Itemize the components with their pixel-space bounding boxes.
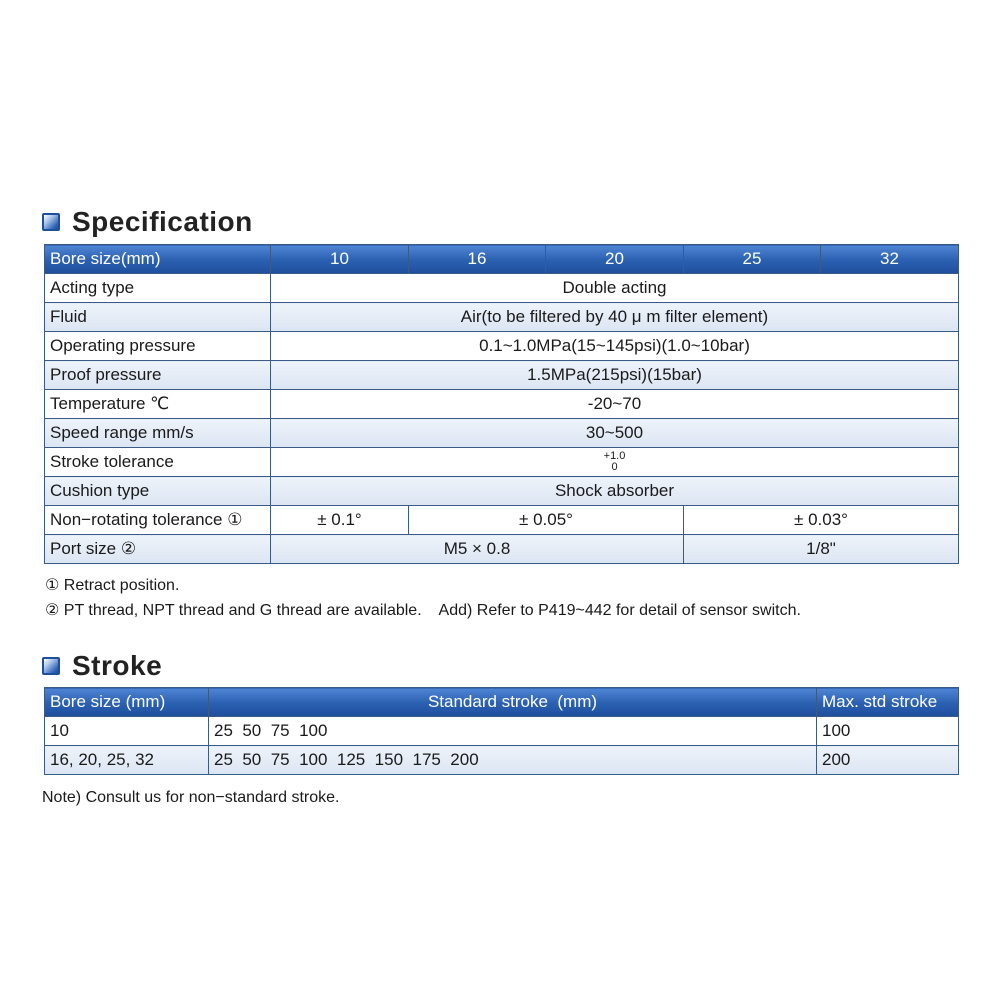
speed-range-row xyxy=(45,419,959,448)
speed-range-label: Speed range mm/s xyxy=(45,419,271,448)
port-size-value-large: 1/8" xyxy=(684,535,959,564)
stroke-tolerance-value xyxy=(271,448,959,477)
acting-type-label: Acting type xyxy=(45,274,271,303)
standard-stroke-header: Standard stroke (mm) xyxy=(209,688,817,717)
stroke-max-10: 100 xyxy=(817,717,959,746)
non-rotating-value-16-20: ± 0.05° xyxy=(409,506,684,535)
stroke-title: Stroke xyxy=(72,650,163,681)
proof-pressure-value: 1.5MPa(215psi)(15bar) xyxy=(271,361,959,390)
non-rotating-row xyxy=(45,506,959,535)
spec-header-row xyxy=(45,245,959,274)
stroke-table xyxy=(44,687,959,775)
bore-size-header: Bore size(mm) xyxy=(45,245,271,274)
port-size-row xyxy=(45,535,959,564)
speed-range-value: 30~500 xyxy=(271,419,959,448)
operating-pressure-label: Operating pressure xyxy=(45,332,271,361)
operating-pressure-row xyxy=(45,332,959,361)
stroke-note: Note) Consult us for non−standard stroke. xyxy=(42,789,340,806)
stroke-header-row xyxy=(45,688,959,717)
bore-25-header: 25 xyxy=(684,245,821,274)
acting-type-row xyxy=(45,274,959,303)
cushion-type-label: Cushion type xyxy=(45,477,271,506)
bore-16-header: 16 xyxy=(409,245,546,274)
port-size-value-small: M5 × 0.8 xyxy=(271,535,684,564)
spec-note-1: ① Retract position. xyxy=(45,577,180,594)
cushion-type-value: Shock absorber xyxy=(271,477,959,506)
proof-pressure-row xyxy=(45,361,959,390)
proof-pressure-label: Proof pressure xyxy=(45,361,271,390)
specification-table xyxy=(44,244,959,564)
port-size-label: Port size ② xyxy=(45,535,271,564)
cushion-type-row xyxy=(45,477,959,506)
stroke-bore-16-32: 16, 20, 25, 32 xyxy=(45,746,209,775)
specification-title: Specification xyxy=(72,206,253,237)
bore-10-header: 10 xyxy=(271,245,409,274)
temperature-label: Temperature ℃ xyxy=(45,390,271,419)
stroke-bore-header: Bore size (mm) xyxy=(45,688,209,717)
stroke-row-10 xyxy=(45,717,959,746)
square-bullet-icon xyxy=(42,657,60,675)
stroke-values-16-32: 25 50 75 100 125 150 175 200 xyxy=(209,746,817,775)
bore-32-header: 32 xyxy=(821,245,959,274)
stroke-heading xyxy=(42,650,162,682)
non-rotating-value-25-32: ± 0.03° xyxy=(684,506,959,535)
max-stroke-header: Max. std stroke xyxy=(817,688,959,717)
bore-20-header: 20 xyxy=(546,245,684,274)
non-rotating-label: Non−rotating tolerance ① xyxy=(45,506,271,535)
acting-type-value: Double acting xyxy=(271,274,959,303)
spec-note-2: ② PT thread, NPT thread and G thread are available. Add) Refer to P419~442 for detail of sensor switch. xyxy=(45,602,801,619)
stroke-bore-10: 10 xyxy=(45,717,209,746)
fluid-value: Air(to be filtered by 40 μ m filter element) xyxy=(271,303,959,332)
fluid-row xyxy=(45,303,959,332)
fluid-label: Fluid xyxy=(45,303,271,332)
tolerance-upper: +1.0 xyxy=(603,450,626,462)
temperature-row xyxy=(45,390,959,419)
stroke-row-16-32 xyxy=(45,746,959,775)
square-bullet-icon xyxy=(42,213,60,231)
tolerance-lower: 0 xyxy=(611,461,618,473)
specification-heading xyxy=(42,206,253,238)
non-rotating-value-10: ± 0.1° xyxy=(271,506,409,535)
stroke-tolerance-label: Stroke tolerance xyxy=(45,448,271,477)
operating-pressure-value: 0.1~1.0MPa(15~145psi)(1.0~10bar) xyxy=(271,332,959,361)
stroke-values-10: 25 50 75 100 xyxy=(209,717,817,746)
temperature-value: -20~70 xyxy=(271,390,959,419)
stroke-tolerance-row xyxy=(45,448,959,477)
stroke-max-16-32: 200 xyxy=(817,746,959,775)
tolerance-stack xyxy=(604,451,626,473)
